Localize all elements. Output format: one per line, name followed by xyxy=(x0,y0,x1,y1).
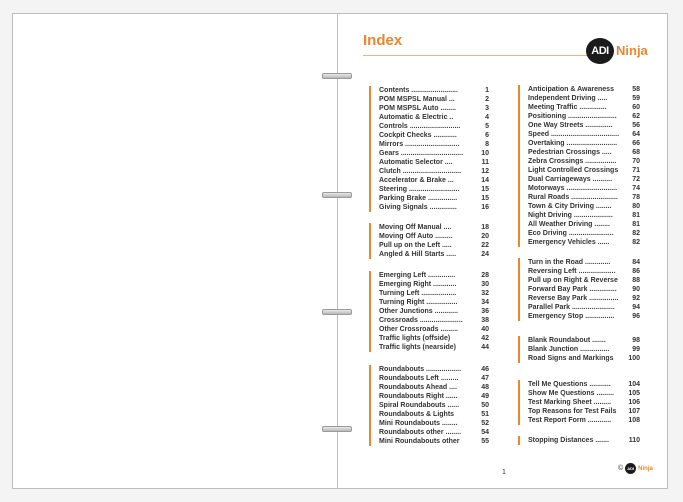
index-group xyxy=(518,336,640,363)
index-entry-page: 20 xyxy=(481,233,489,240)
index-entry-page: 100 xyxy=(628,355,640,362)
index-entry-label: Reversing Left ................... xyxy=(528,268,616,275)
index-entry-page: 110 xyxy=(628,437,640,444)
index-entry xyxy=(528,175,640,184)
index-entry-page: 5 xyxy=(485,123,489,130)
index-entry-label: Traffic lights (nearside) xyxy=(379,344,457,351)
index-entry-page: 82 xyxy=(632,230,640,237)
index-entry-label: Traffic lights (offside) xyxy=(379,335,451,342)
index-entry-label: Town & City Driving ........ xyxy=(528,203,612,210)
index-entry-label: Night Driving .................... xyxy=(528,212,613,219)
index-entry xyxy=(379,176,489,185)
index-entry xyxy=(379,203,489,212)
index-entry-label: Mini Roundabouts other xyxy=(379,438,460,445)
index-entry xyxy=(528,312,640,321)
index-entry-label: Forward Bay Park .............. xyxy=(528,286,617,293)
index-entry-page: 62 xyxy=(632,113,640,120)
index-entry xyxy=(379,428,489,437)
index-entry xyxy=(528,303,640,312)
index-entry-page: 50 xyxy=(481,402,489,409)
index-entry xyxy=(379,325,489,334)
index-entry-label: Turn in the Road ............. xyxy=(528,259,611,266)
index-entry-label: Roundabouts .................. xyxy=(379,366,462,373)
index-entry-page: 78 xyxy=(632,194,640,201)
index-entry xyxy=(528,380,640,389)
index-entry-label: Crossroads ...................... xyxy=(379,317,463,324)
index-entry-label: All Weather Driving ........ xyxy=(528,221,610,228)
index-entry-page: 22 xyxy=(481,242,489,249)
index-entry-label: Gears ................................ xyxy=(379,150,464,157)
index-entry xyxy=(379,383,489,392)
index-entry-label: Stopping Distances ....... xyxy=(528,437,609,444)
index-entry-label: Top Reasons for Test Fails xyxy=(528,408,617,415)
index-entry xyxy=(379,401,489,410)
index-entry-page: 84 xyxy=(632,259,640,266)
index-entry-page: 16 xyxy=(481,204,489,211)
index-entry-label: Turning Left .................. xyxy=(379,290,457,297)
index-entry xyxy=(379,392,489,401)
index-entry-page: 38 xyxy=(481,317,489,324)
index-entry-page: 24 xyxy=(481,251,489,258)
index-entry-label: Emerging Left .............. xyxy=(379,272,456,279)
page-title: Index xyxy=(363,32,403,49)
index-entry xyxy=(379,343,489,352)
index-entry-label: Test Marking Sheet ......... xyxy=(528,399,612,406)
index-entry xyxy=(528,436,640,445)
index-entry-page: 10 xyxy=(481,150,489,157)
index-entry xyxy=(379,232,489,241)
index-entry xyxy=(379,95,489,104)
index-group xyxy=(369,86,489,212)
index-entry-page: 82 xyxy=(632,239,640,246)
index-entry xyxy=(528,202,640,211)
index-entry xyxy=(528,211,640,220)
index-entry-page: 88 xyxy=(632,277,640,284)
index-entry-label: Emerging Right ............ xyxy=(379,281,457,288)
index-entry-label: Accelerator & Brake ... xyxy=(379,177,454,184)
index-entry xyxy=(528,229,640,238)
index-entry-label: Motorways .......................... xyxy=(528,185,618,192)
title-divider xyxy=(363,55,613,56)
index-entry xyxy=(528,407,640,416)
index-entry-page: 15 xyxy=(481,186,489,193)
logo-mark: ADI xyxy=(586,38,614,64)
index-entry-page: 74 xyxy=(632,185,640,192)
index-entry xyxy=(528,389,640,398)
page-number: 1 xyxy=(502,469,506,476)
index-entry-label: Roundabouts Left ......... xyxy=(379,375,459,382)
index-entry xyxy=(528,121,640,130)
index-entry xyxy=(528,336,640,345)
index-entry-page: 64 xyxy=(632,131,640,138)
index-entry-label: Parallel Park ...................... xyxy=(528,304,615,311)
index-entry-label: Emergency Stop ............... xyxy=(528,313,615,320)
index-entry-label: Show Me Questions ......... xyxy=(528,390,614,397)
index-entry-page: 44 xyxy=(481,344,489,351)
index-entry-page: 4 xyxy=(485,114,489,121)
index-entry xyxy=(379,86,489,95)
index-entry-page: 8 xyxy=(485,141,489,148)
index-entry xyxy=(379,158,489,167)
index-entry-label: Controls .......................... xyxy=(379,123,461,130)
index-entry-page: 2 xyxy=(485,96,489,103)
index-entry xyxy=(379,410,489,419)
index-entry xyxy=(528,184,640,193)
index-entry-label: One Way Streets .............. xyxy=(528,122,613,129)
index-group xyxy=(518,380,640,425)
index-entry-page: 3 xyxy=(485,105,489,112)
index-entry-label: Blank Junction ............... xyxy=(528,346,610,353)
index-entry-label: Roundabouts other ........ xyxy=(379,429,462,436)
index-group xyxy=(518,85,640,247)
index-entry-page: 15 xyxy=(481,195,489,202)
index-entry-page: 46 xyxy=(481,366,489,373)
index-entry-page: 52 xyxy=(481,420,489,427)
index-entry-label: Pull up on the Left ..... xyxy=(379,242,452,249)
index-entry-label: Roundabouts Right ...... xyxy=(379,393,458,400)
index-entry xyxy=(528,238,640,247)
index-entry-page: 59 xyxy=(632,95,640,102)
index-entry xyxy=(528,267,640,276)
index-group xyxy=(369,223,489,259)
index-entry-label: Pedestrian Crossings ..... xyxy=(528,149,612,156)
index-entry-page: 11 xyxy=(481,159,489,166)
index-entry-page: 32 xyxy=(481,290,489,297)
index-entry xyxy=(379,271,489,280)
index-entry xyxy=(528,416,640,425)
index-entry-label: Angled & Hill Starts ..... xyxy=(379,251,457,258)
index-entry-label: Roundabouts & Lights xyxy=(379,411,455,418)
index-entry-page: 40 xyxy=(481,326,489,333)
index-entry-label: Other Junctions ............ xyxy=(379,308,458,315)
index-entry xyxy=(379,167,489,176)
index-entry xyxy=(528,139,640,148)
index-entry-page: 81 xyxy=(632,212,640,219)
binder-ring xyxy=(322,192,352,198)
index-entry-label: Moving Off Manual .... xyxy=(379,224,452,231)
index-entry-page: 6 xyxy=(485,132,489,139)
index-entry-page: 81 xyxy=(632,221,640,228)
index-entry-page: 107 xyxy=(628,408,640,415)
index-group xyxy=(369,271,489,352)
index-entry-label: Mirrors ............................ xyxy=(379,141,460,148)
index-entry-page: 18 xyxy=(481,224,489,231)
index-entry-page: 106 xyxy=(628,399,640,406)
index-entry-page: 34 xyxy=(481,299,489,306)
index-entry xyxy=(379,185,489,194)
index-entry xyxy=(379,374,489,383)
index-entry-page: 36 xyxy=(481,308,489,315)
binder-ring xyxy=(322,426,352,432)
footer-logo-mark: ADI xyxy=(625,463,636,474)
index-entry xyxy=(379,419,489,428)
index-entry xyxy=(528,354,640,363)
index-group xyxy=(518,258,640,321)
index-entry-label: Rural Roads ........................ xyxy=(528,194,618,201)
index-entry-page: 94 xyxy=(632,304,640,311)
index-group xyxy=(369,365,489,446)
index-entry-page: 60 xyxy=(632,104,640,111)
index-entry-page: 86 xyxy=(632,268,640,275)
index-entry-label: POM MSPSL Manual ... xyxy=(379,96,455,103)
index-entry xyxy=(379,140,489,149)
index-entry-label: Positioning ......................... xyxy=(528,113,617,120)
index-entry-label: Reverse Bay Park ............... xyxy=(528,295,619,302)
index-entry-label: Mini Roundabouts ........ xyxy=(379,420,458,427)
index-entry-label: Anticipation & Awareness xyxy=(528,86,614,93)
index-entry-label: Meeting Traffic .............. xyxy=(528,104,607,111)
index-entry xyxy=(528,294,640,303)
index-entry xyxy=(379,316,489,325)
index-entry-label: Independent Driving ..... xyxy=(528,95,608,102)
index-entry-page: 47 xyxy=(481,375,489,382)
index-entry xyxy=(528,157,640,166)
index-entry-page: 68 xyxy=(632,149,640,156)
index-entry xyxy=(379,223,489,232)
index-entry xyxy=(379,298,489,307)
index-entry xyxy=(528,148,640,157)
logo xyxy=(586,38,656,64)
index-entry-page: 104 xyxy=(628,381,640,388)
copyright-symbol: © xyxy=(618,465,624,472)
index-entry xyxy=(528,285,640,294)
index-entry xyxy=(528,193,640,202)
index-entry xyxy=(379,149,489,158)
index-entry xyxy=(379,194,489,203)
index-entry xyxy=(528,130,640,139)
index-entry-label: Pull up on Right & Reverse xyxy=(528,277,618,284)
index-entry-page: 12 xyxy=(481,168,489,175)
index-entry-label: Automatic Selector .... xyxy=(379,159,453,166)
binder-ring xyxy=(322,73,352,79)
index-entry-label: Parking Brake ............... xyxy=(379,195,458,202)
index-entry-label: Tell Me Questions ........... xyxy=(528,381,611,388)
index-entry-page: 48 xyxy=(481,384,489,391)
index-entry xyxy=(379,122,489,131)
index-entry-page: 55 xyxy=(481,438,489,445)
index-entry-page: 92 xyxy=(632,295,640,302)
index-entry-label: Turning Right ................ xyxy=(379,299,458,306)
index-entry-page: 72 xyxy=(632,176,640,183)
index-entry xyxy=(379,307,489,316)
index-entry xyxy=(379,289,489,298)
index-entry-label: Roundabouts Ahead .... xyxy=(379,384,457,391)
index-entry-page: 14 xyxy=(481,177,489,184)
index-entry-label: Automatic & Electric .. xyxy=(379,114,454,121)
index-entry-label: Moving Off Auto ......... xyxy=(379,233,453,240)
index-entry-label: Blank Roundabout ....... xyxy=(528,337,606,344)
index-entry-label: Road Signs and Markings xyxy=(528,355,614,362)
index-entry xyxy=(528,220,640,229)
index-entry-page: 66 xyxy=(632,140,640,147)
index-entry xyxy=(528,166,640,175)
index-entry-page: 42 xyxy=(481,335,489,342)
index-entry-label: Other Crossroads ......... xyxy=(379,326,458,333)
logo-word: Ninja xyxy=(616,43,648,58)
index-entry-page: 56 xyxy=(632,122,640,129)
index-entry-page: 105 xyxy=(628,390,640,397)
index-entry-page: 99 xyxy=(632,346,640,353)
index-entry-label: Emergency Vehicles ...... xyxy=(528,239,610,246)
index-entry-page: 54 xyxy=(481,429,489,436)
index-entry-page: 90 xyxy=(632,286,640,293)
index-entry-page: 96 xyxy=(632,313,640,320)
index-entry-label: Spiral Roundabouts ...... xyxy=(379,402,460,409)
index-entry-page: 51 xyxy=(481,411,489,418)
index-entry xyxy=(528,345,640,354)
index-entry xyxy=(379,113,489,122)
index-entry-page: 1 xyxy=(485,87,489,94)
index-entry xyxy=(528,85,640,94)
index-entry-page: 71 xyxy=(632,167,640,174)
index-entry-label: Overtaking .......................... xyxy=(528,140,618,147)
index-entry-label: Clutch .............................. xyxy=(379,168,462,175)
index-entry-label: Steering .......................... xyxy=(379,186,460,193)
index-entry-page: 30 xyxy=(481,281,489,288)
index-entry-label: Cockpit Checks ............ xyxy=(379,132,457,139)
index-entry xyxy=(528,112,640,121)
index-entry-label: Dual Carriageways .......... xyxy=(528,176,613,183)
index-entry xyxy=(379,250,489,259)
index-entry-label: Zebra Crossings ................ xyxy=(528,158,617,165)
index-entry xyxy=(528,94,640,103)
index-entry-label: Test Report Form ............ xyxy=(528,417,612,424)
index-entry-page: 108 xyxy=(628,417,640,424)
index-entry-page: 58 xyxy=(632,86,640,93)
index-group xyxy=(518,436,640,445)
left-page xyxy=(12,13,338,489)
footer-logo-word: Ninja xyxy=(638,465,653,472)
right-page xyxy=(337,13,668,489)
index-entry-label: Light Controlled Crossings xyxy=(528,167,619,174)
index-entry-page: 80 xyxy=(632,203,640,210)
index-entry-page: 28 xyxy=(481,272,489,279)
index-entry-label: Contents ........................ xyxy=(379,87,458,94)
index-entry xyxy=(379,365,489,374)
index-entry xyxy=(528,276,640,285)
index-entry-page: 49 xyxy=(481,393,489,400)
index-entry xyxy=(528,103,640,112)
index-entry-label: Giving Signals .............. xyxy=(379,204,457,211)
index-entry xyxy=(379,437,489,446)
index-entry xyxy=(379,280,489,289)
index-entry xyxy=(528,398,640,407)
index-entry-label: Eco Driving ....................... xyxy=(528,230,614,237)
index-entry xyxy=(379,334,489,343)
binder-ring xyxy=(322,309,352,315)
index-entry xyxy=(379,131,489,140)
index-entry xyxy=(379,104,489,113)
footer-logo xyxy=(618,463,653,474)
index-entry xyxy=(528,258,640,267)
index-entry xyxy=(379,241,489,250)
index-entry-label: POM MSPSL Auto ........ xyxy=(379,105,457,112)
index-entry-page: 70 xyxy=(632,158,640,165)
index-entry-page: 98 xyxy=(632,337,640,344)
index-entry-label: Speed ................................... xyxy=(528,131,620,138)
